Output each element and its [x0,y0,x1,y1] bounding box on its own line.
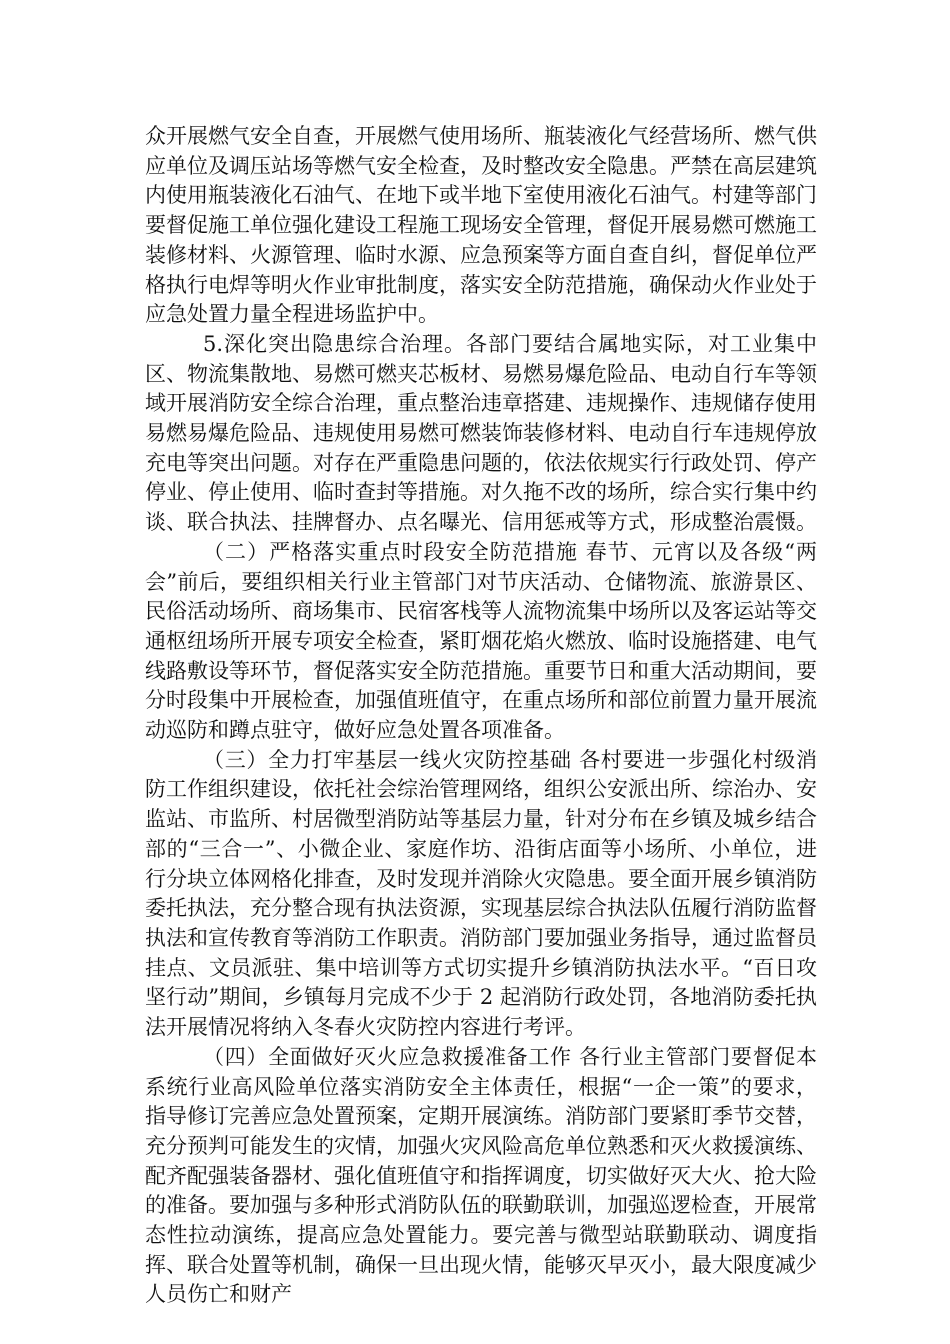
paragraph-hazard-governance: 5.深化突出隐患综合治理。各部门要结合属地实际，对工业集中区、物流集散地、易燃可燃夹芯板材、易燃易爆危险品、电动自行车等领域开展消防安全综合治理，重点整治违章搭建、违规操作、违规储存使用易燃易爆危险品、违规使用易燃可燃装饰装修材料、电动自行车违规停放充电等突出问题。对存在严重隐患问题的，依法依规实行行政处罚、停产停业、停止使用、临时查封等措施。对久拖不改的场所，综合实行集中约谈、联合执法、挂牌督办、点名曝光、信用惩戒等方式，形成整治震慑。 [145,331,817,535]
paragraph-key-period-measures: （二）严格落实重点时段安全防范措施 春节、元宵以及各级“两会”前后，要组织相关行业主管部门对节庆活动、仓储物流、旅游景区、民俗活动场所、商场集市、民宿客栈等人流物流集中场所以及客运站等交通枢纽场所开展专项安全检查，紧盯烟花焰火燃放、临时设施搭建、电气线路敷设等环节，督促落实安全防范措施。重要节日和重大活动期间，要分时段集中开展检查，加强值班值守，在重点场所和部位前置力量开展流动巡防和蹲点驻守，做好应急处置各项准备。 [145,539,817,743]
paragraph-gas-safety-continued: 众开展燃气安全自查，开展燃气使用场所、瓶装液化气经营场所、燃气供应单位及调压站场等燃气安全检查，及时整改安全隐患。严禁在高层建筑内使用瓶装液化石油气、在地下或半地下室使用液化石油气。村建等部门要督促施工单位强化建设工程施工现场安全管理，督促开展易燃可燃施工装修材料、火源管理、临时水源、应急预案等方面自查自纠，督促单位严格执行电焊等明火作业审批制度，落实安全防范措施，确保动火作业处于应急处置力量全程进场监护中。 [145,124,817,327]
paragraph-grassroots-fire-control: （三）全力打牢基层一线火灾防控基础 各村要进一步强化村级消防工作组织建设，依托社会综治管理网络，组织公安派出所、综治办、安监站、市监所、村居微型消防站等基层力量，针对分布在乡镇及城乡结合部的“三合一”、小微企业、家庭作坊、沿街店面等小场所、小单位，进行分块立体网格化排查，及时发现并消除火灾隐患。要全面开展乡镇消防委托执法，充分整合现有执法资源，实现基层综合执法队伍履行消防监督执法和宣传教育等消防工作职责。消防部门要加强业务指导，通过监督员挂点、文员派驻、集中培训等方式切实提升乡镇消防执法水平。“百日攻坚行动”期间，乡镇每月完成不少于 2 起消防行政处罚，各地消防委托执法开展情况将纳入冬春火灾防控内容进行考评。 [145,747,817,1040]
document-body [145,122,817,1310]
paragraph-emergency-rescue-preparation: （四）全面做好灭火应急救援准备工作 各行业主管部门要督促本系统行业高风险单位落实消防安全主体责任，根据“一企一策”的要求，指导修订完善应急处置预案，定期开展演练。消防部门要紧盯季节交替，充分预判可能发生的灾情，加强火灾风险高危单位熟悉和灭火救援演练、配齐配强装备器材、强化值班值守和指挥调度，切实做好灭大火、抢大险的准备。要加强与多种形式消防队伍的联勤联训，加强巡逻检查，开展常态性拉动演练，提高应急处置能力。要完善与微型站联勤联动、调度指挥、联合处置等机制，确保一旦出现火情，能够灭早灭小，最大限度减少人员伤亡和财产 [145,1044,817,1307]
